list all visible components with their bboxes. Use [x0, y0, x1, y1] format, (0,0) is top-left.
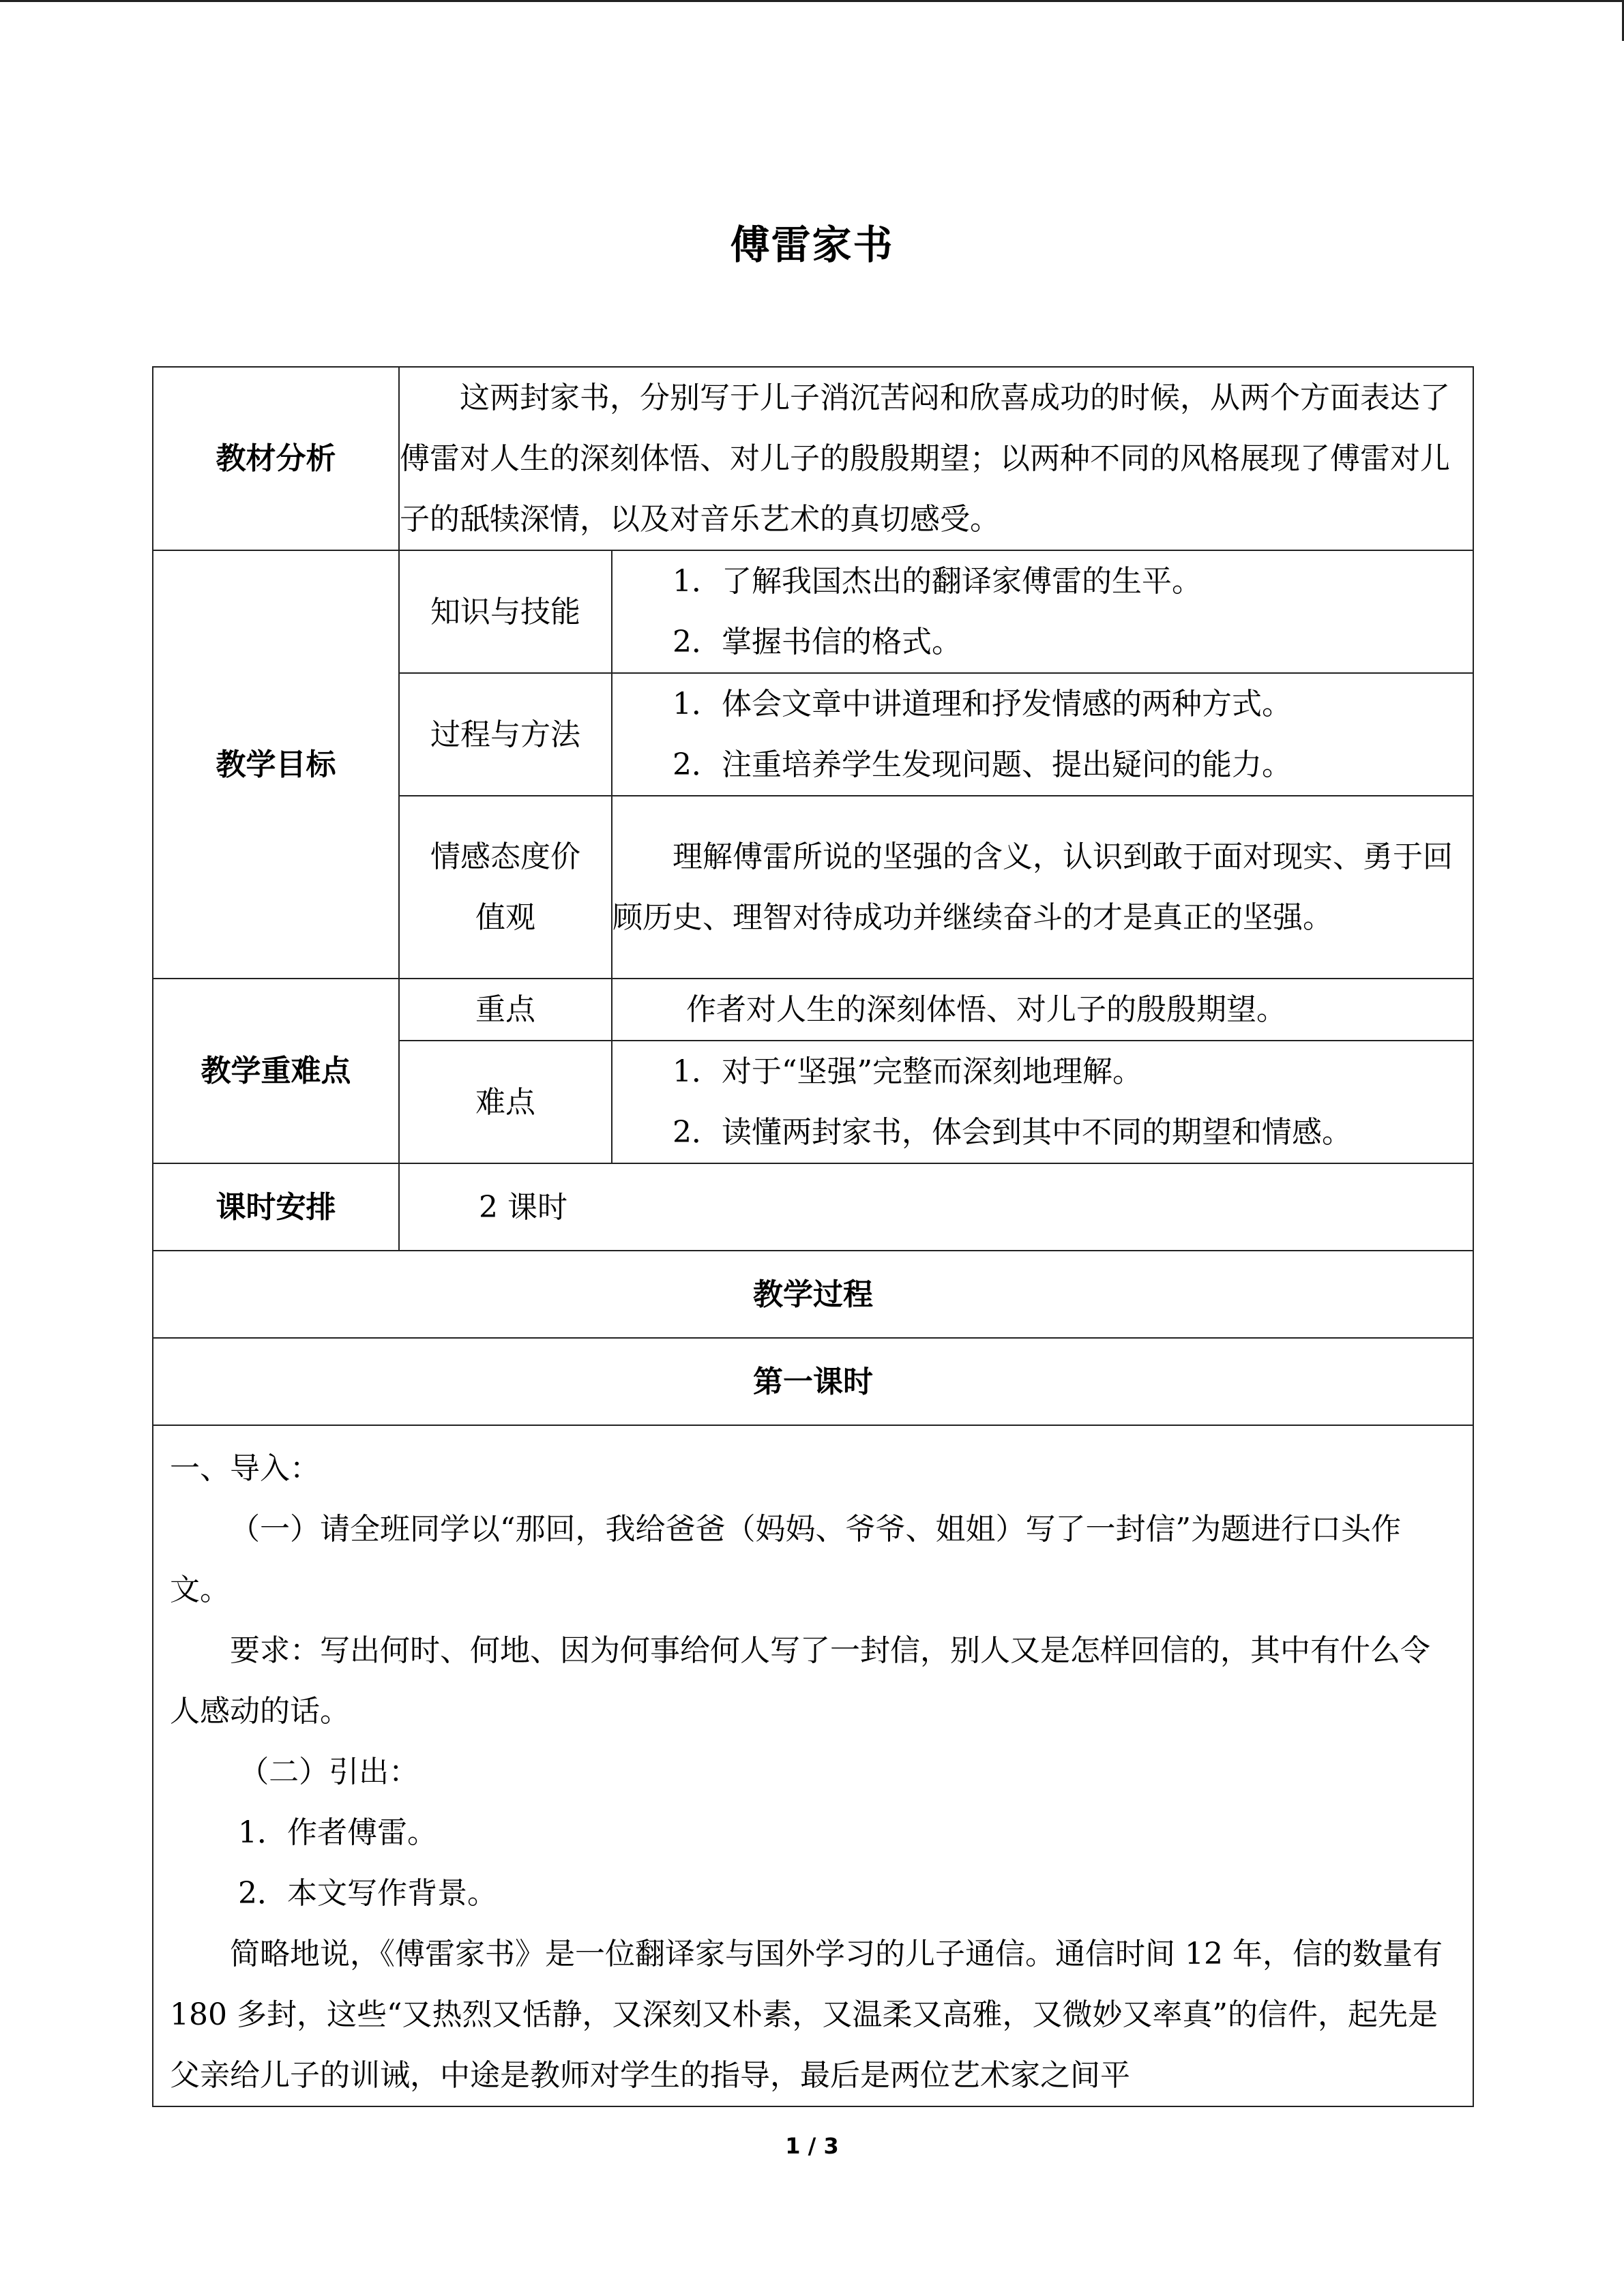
process-method-label: 过程与方法 [399, 673, 612, 796]
row-schedule [153, 1163, 1473, 1251]
row-process-header [153, 1251, 1473, 1338]
difficulty-item-1: 1．对于“坚强”完整而深刻地理解。 [673, 1054, 1142, 1089]
lesson1-item-1: 1．作者傅雷。 [238, 1815, 437, 1850]
key-points-label: 教学重难点 [153, 979, 399, 1163]
difficulty-item-2: 2．读懂两封家书，体会到其中不同的期望和情感。 [673, 1115, 1352, 1150]
analysis-text: 这两封家书，分别写于儿子消沉苦闷和欣喜成功的时候，从两个方面表达了傅雷对人生的深刻体悟、对儿子的殷殷期望；以两种不同的风格展现了傅雷对儿子的舐犊深情，以及对音乐艺术的真切感受。 [399, 367, 1473, 550]
lesson1-item-2: 2．本文写作背景。 [238, 1876, 497, 1911]
row-lesson1-header [153, 1338, 1473, 1425]
emotion-text: 理解傅雷所说的坚强的含义，认识到敢于面对现实、勇于回顾历史、理智对待成功并继续奋斗的才是真正的坚强。 [612, 796, 1473, 979]
lesson-plan-table [152, 366, 1474, 2107]
row-focus [153, 979, 1473, 1041]
schedule-label: 课时安排 [153, 1163, 399, 1251]
knowledge-items [612, 550, 1473, 673]
difficulty-label: 难点 [399, 1041, 612, 1163]
focus-label: 重点 [399, 979, 612, 1041]
lesson1-content [153, 1425, 1473, 2106]
lesson1-paragraph-4: 简略地说，《傅雷家书》是一位翻译家与国外学习的儿子通信。通信时间 12 年，信的数量有 180 多封，这些“又热烈又恬静，又深刻又朴素，又温柔又高雅，又微妙又率真”的信件，起先是父亲给儿子的训诫，中途是教师对学生的指导，最后是两位艺术家之间平 [170, 1937, 1443, 2093]
row-goal-knowledge [153, 550, 1473, 673]
row-lesson1-content [153, 1425, 1473, 2106]
row-analysis [153, 367, 1473, 550]
schedule-value: 2 课时 [399, 1163, 1473, 1251]
document-title: 傅雷家书 [730, 222, 894, 268]
difficulty-items [612, 1041, 1473, 1163]
analysis-label: 教材分析 [153, 367, 399, 550]
page-number: 1 / 3 [785, 2133, 839, 2159]
process-header: 教学过程 [153, 1251, 1473, 1338]
emotion-label: 情感态度价值观 [399, 796, 612, 979]
page-top-border [0, 0, 1624, 2]
focus-text: 作者对人生的深刻体悟、对儿子的殷殷期望。 [612, 979, 1473, 1041]
knowledge-item-2: 2．掌握书信的格式。 [673, 625, 962, 659]
lesson1-header: 第一课时 [153, 1338, 1473, 1425]
lesson1-paragraph-2: 要求：写出何时、何地、因为何事给何人写了一封信，别人又是怎样回信的，其中有什么令人感动的话。 [170, 1633, 1430, 1729]
process-method-item-2: 2．注重培养学生发现问题、提出疑问的能力。 [673, 747, 1292, 782]
knowledge-item-1: 1．了解我国杰出的翻译家傅雷的生平。 [673, 564, 1202, 599]
process-method-items [612, 673, 1473, 796]
lesson1-paragraph-3: （二）引出： [239, 1755, 419, 1789]
process-method-item-1: 1．体会文章中讲道理和抒发情感的两种方式。 [673, 687, 1292, 721]
intro-heading: 一、导入： [170, 1451, 320, 1486]
goals-label: 教学目标 [153, 550, 399, 979]
knowledge-label: 知识与技能 [399, 550, 612, 673]
lesson1-paragraph-1: （一）请全班同学以“那回，我给爸爸（妈妈、爷爷、姐姐）写了一封信”为题进行口头作文。 [170, 1512, 1401, 1607]
lesson1-body [153, 1426, 1473, 2106]
